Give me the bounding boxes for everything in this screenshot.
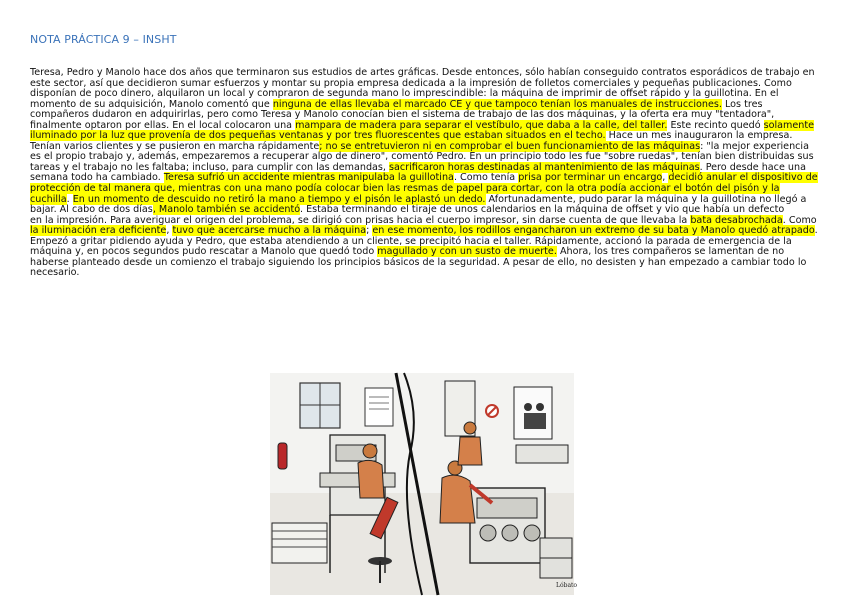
paragraph-text: : "la mejor experiencia es el propio trabajo y, además, empezaremos a recuperar algo de dinero", comentó Pedro. En un principio todo les fue "sobre ruedas", tenían bien distribuidas sus tareas y el trabajo no les faltaba; incluso, para cumplir con las demandas, (30, 140, 814, 173)
paragraph-text: Hace un mes inauguraron la empresa. Tenían varios clientes y se pusieron en marcha rápidamente (30, 130, 793, 152)
highlighted-text: En un momento de descuido no retiró la mano a tiempo y el pisón le aplastó un dedo. (72, 193, 486, 205)
highlighted-text: en ese momento, los rodillos engancharon un extremo de su bata y Manolo quedó atrapado (372, 225, 815, 237)
case-study-paragraph (30, 68, 820, 279)
paragraph-text: . Estaba terminando el tiraje de unos calendarios en la máquina de offset y vio que había un defecto (299, 204, 785, 216)
workshop-illustration-svg (270, 373, 578, 595)
document-header: NOTA PRÁCTICA 9 – INSHT (30, 33, 177, 46)
highlighted-text: la iluminación era deficiente (30, 225, 167, 237)
workshop-illustration (270, 373, 578, 595)
highlighted-text: , Manolo también se accidentó (152, 204, 300, 216)
artist-signature: Lóbato (556, 582, 578, 589)
paragraph-text: Este recinto quedó (667, 119, 764, 131)
highlighted-text: ninguna de ellas llevaba el marcado CE y que tampoco tenían los manuales de instrucciones. (272, 98, 722, 110)
highlighted-text: solamente iluminado por la luz que provenía de dos pequeñas ventanas y por tres fluorescentes que estaban situados en el techo. (30, 119, 815, 142)
highlighted-text: magullado y con un susto de muerte. (377, 246, 557, 258)
paragraph-text: . Como (782, 214, 817, 226)
paragraph-text: . (66, 193, 73, 205)
highlighted-text: decidió anular el dispositivo de protección de tal manera que, mientras con una mano podía colocar bien las resmas de papel para cortar, con la otra podía accionar el botón del pisón y la cuchilla (30, 172, 818, 205)
highlighted-text: prisa por terminar un encargo (518, 172, 663, 184)
paragraph-text: , (166, 225, 173, 237)
highlighted-text: Teresa sufrió un accidente mientras manipulaba la guillotina (163, 172, 454, 184)
paragraph-text: . Como tenía (453, 172, 519, 184)
highlighted-text: mampara de madera para separar el vestíbulo, que daba a la calle, del taller. (295, 119, 668, 131)
paragraph-text: en la impresión. Para averiguar el origen del problema, se dirigió con prisas hacia el cuerpo impresor, sin darse cuenta de que llevaba la (30, 214, 691, 226)
highlighted-text: sacrificaron horas destinadas al mantenimiento de las máquinas (389, 161, 700, 173)
paragraph-text: ; (366, 225, 373, 237)
highlighted-text: tuvo que acercarse mucho a la máquina (172, 225, 367, 237)
paragraph-text: , (662, 172, 669, 184)
paragraph-text: Teresa, Pedro y Manolo hace dos años que terminaron sus estudios de artes gráficas. Desde entonces, sólo habían conseguido contratos esporádicos de trabajo en este sector, así que decidieron sumar esfuerzos y montar su propia empresa dedicada a la impresión de folletos comerciales y pequeñas publicaciones. Como disponían de poco dinero, alquilaron un local y compraron de segunda mano lo imprescindible: la máquina de imprimir de offset rápido y la guillotina. En el momento de su adquisición, Manolo comentó que (30, 67, 815, 110)
highlighted-text: bata desabrochada (690, 214, 783, 226)
paragraph-text: Los tres compañeros dudaron en adquirirlas, pero como Teresa y Manolo conocían bien el sistema de trabajo de las dos máquinas, y la oferta era muy "tentadora", finalmente optaron por ellas. En el local colocaron una (30, 98, 775, 131)
paragraph-text: Ahora, los tres compañeros se lamentan de no haberse planteado desde un comienzo el trabajo siguiendo los principios básicos de la seguridad. A pesar de ello, no desisten y han empezado a cambiar todo lo necesario. (30, 246, 807, 279)
paragraph-text: . Empezó a gritar pidiendo ayuda y Pedro, que estaba atendiendo a un cliente, se precipitó hacia el taller. Rápidamente, accionó la parada de emergencia de la máquina y, en pocos segundos pudo rescatar a Manolo que quedó todo (30, 225, 818, 258)
paragraph-text: Afortunadamente, pudo parar la máquina y la guillotina no llegó a bajar. Al cabo de dos días (30, 193, 807, 216)
paragraph-text: . Pero desde hace una semana todo ha cambiado. (30, 161, 806, 184)
highlighted-text: ; no se entretuvieron ni en comprobar el buen funcionamiento de las máquinas (319, 140, 701, 152)
